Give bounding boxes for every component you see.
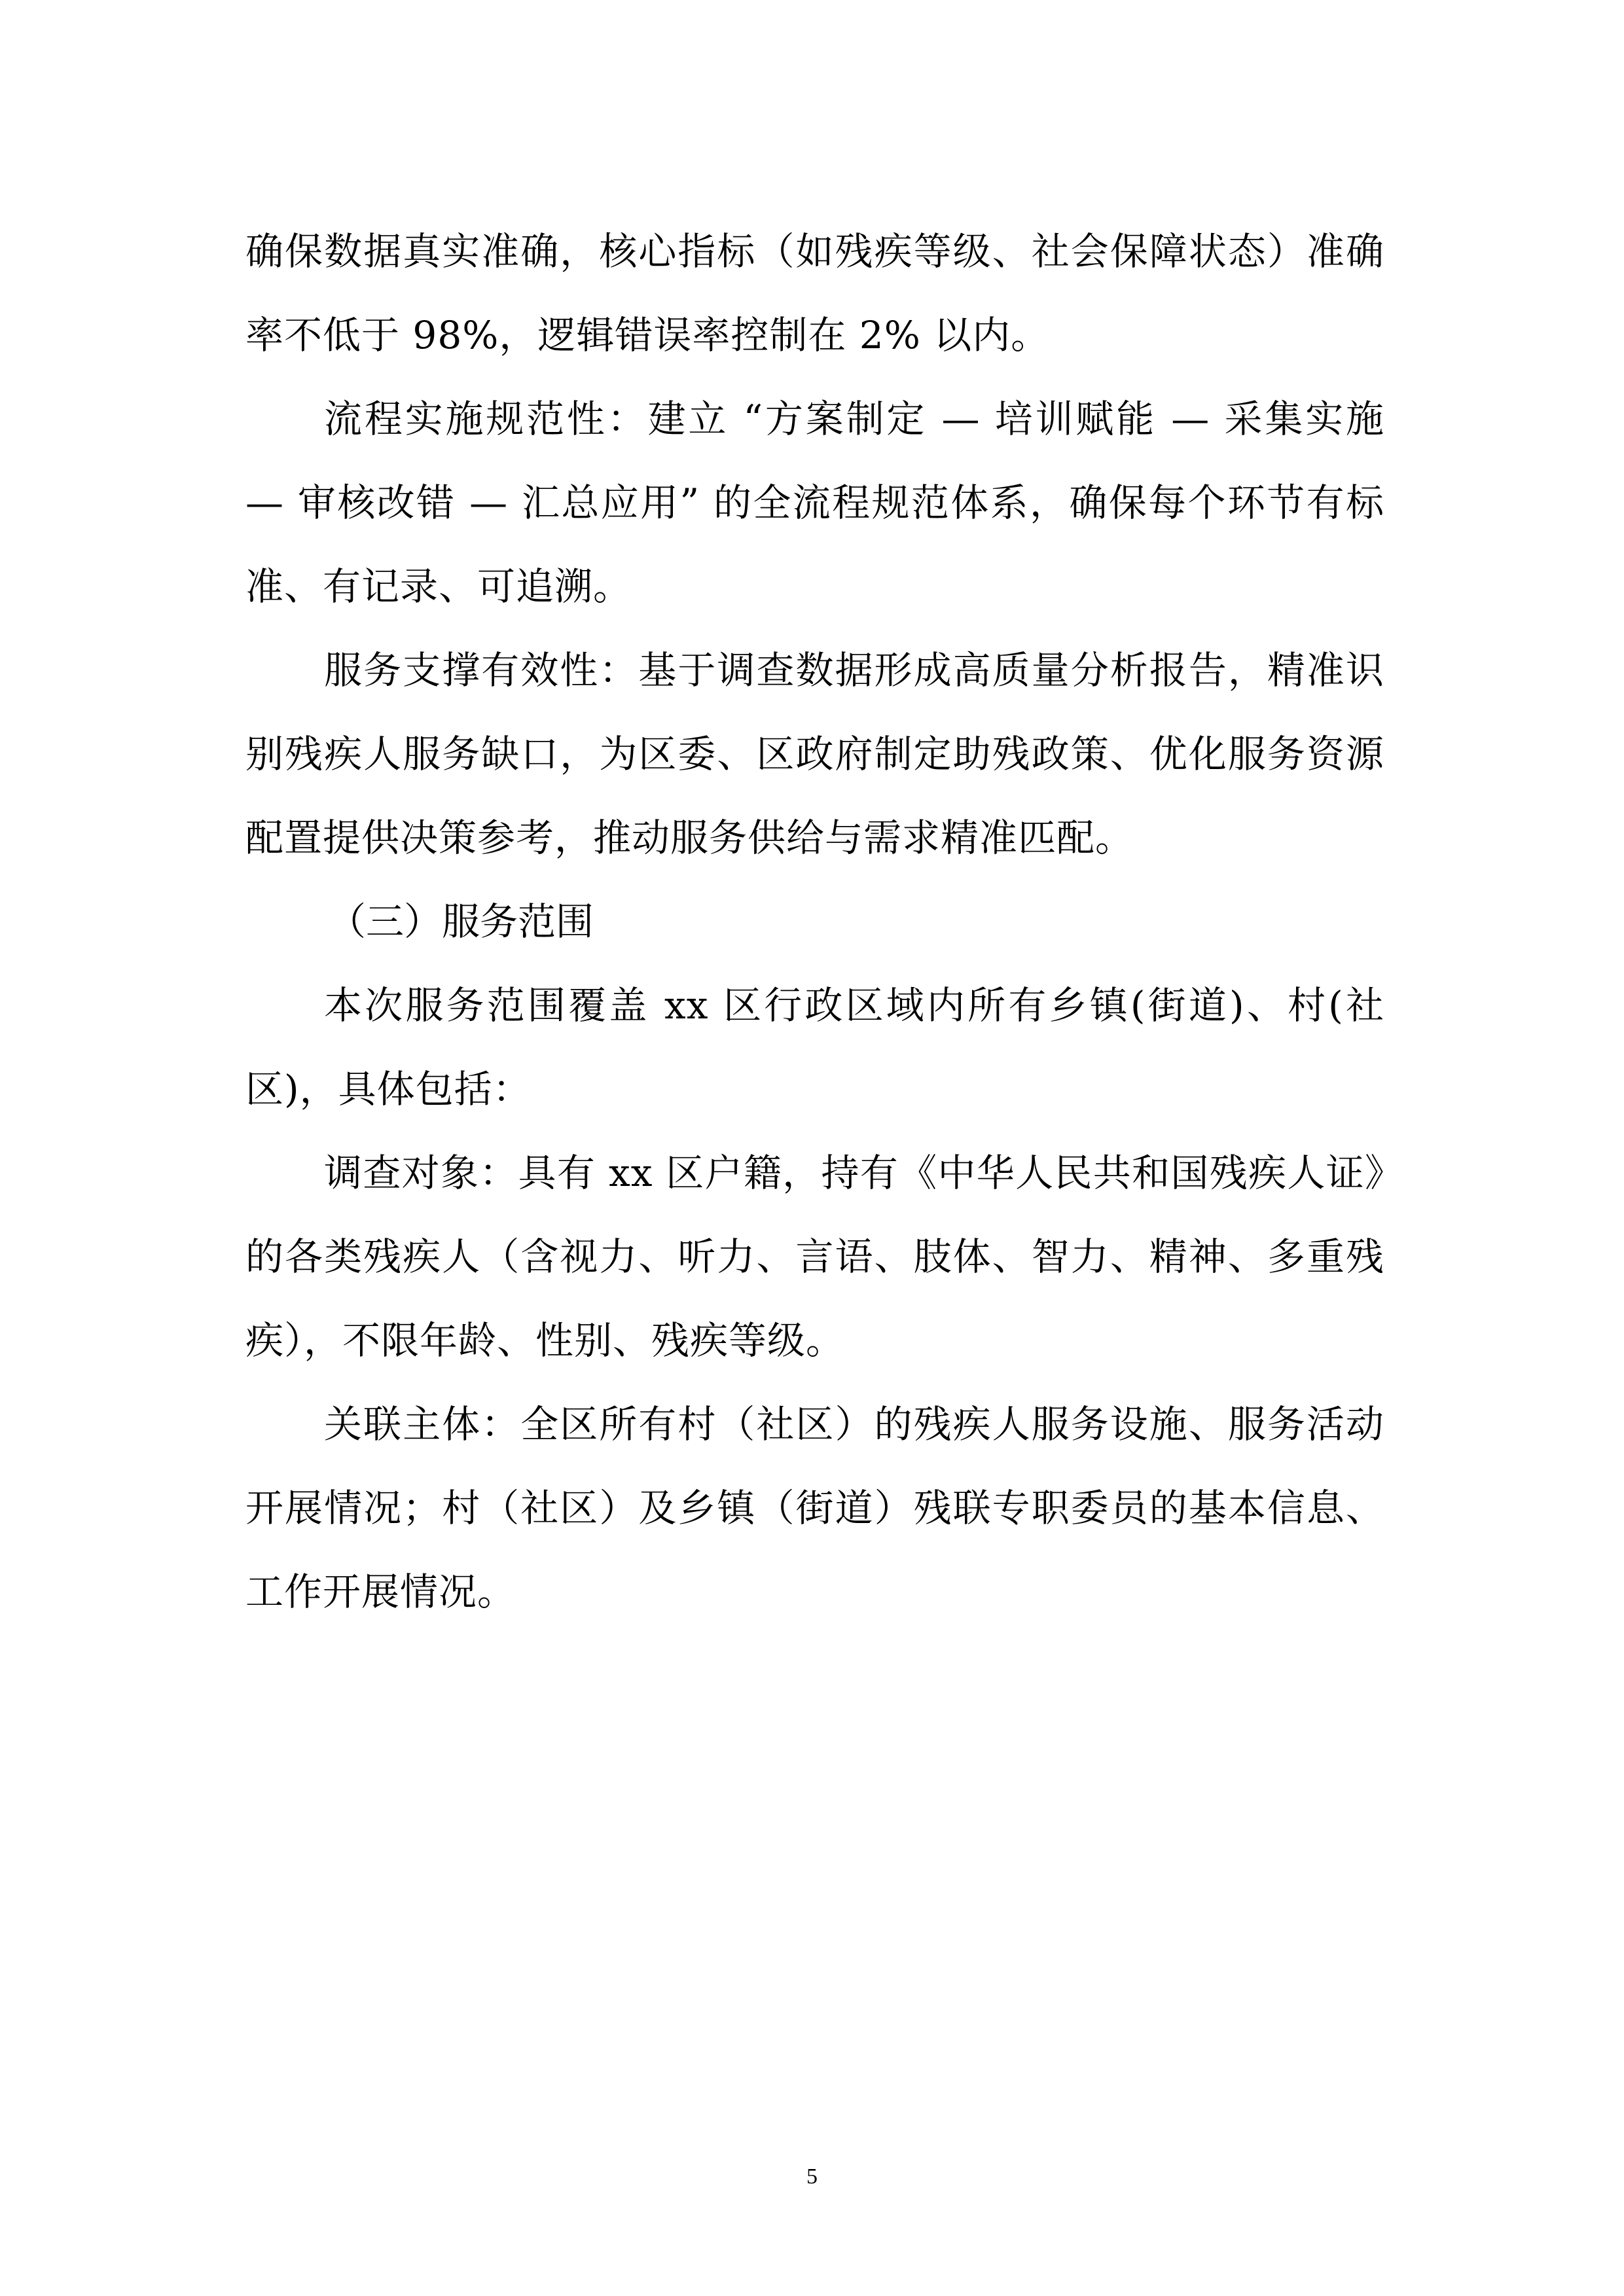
page-body — [245, 209, 1384, 1634]
paragraph-process-standardization: 流程实施规范性：建立 “方案制定 — 培训赋能 — 采集实施 — 审核改错 — 汇总应用” 的全流程规范体系，确保每个环节有标准、有记录、可追溯。 — [245, 397, 1384, 609]
paragraph-accuracy-continued: 确保数据真实准确，核心指标（如残疾等级、社会保障状态）准确率不低于 98%，逻辑错误率控制在 2% 以内。 — [245, 229, 1384, 357]
section-heading-service-scope: （三）服务范围 — [328, 899, 594, 944]
paragraph-related-entities: 关联主体：全区所有村（社区）的残疾人服务设施、服务活动开展情况；村（社区）及乡镇（街道）残联专职委员的基本信息、工作开展情况。 — [245, 1402, 1384, 1614]
paragraph-survey-targets: 调查对象：具有 xx 区户籍，持有《中华人民共和国残疾人证》的各类残疾人（含视力、听力、言语、肢体、智力、精神、多重残疾），不限年龄、性别、残疾等级。 — [245, 1151, 1384, 1363]
paragraph-scope-intro: 本次服务范围覆盖 xx 区行政区域内所有乡镇(街道)、村(社区)，具体包括： — [245, 983, 1384, 1111]
paragraph-service-support: 服务支撑有效性：基于调查数据形成高质量分析报告，精准识别残疾人服务缺口，为区委、区政府制定助残政策、优化服务资源配置提供决策参考，推动服务供给与需求精准匹配。 — [245, 648, 1384, 860]
page-number: 5 — [806, 2164, 818, 2189]
